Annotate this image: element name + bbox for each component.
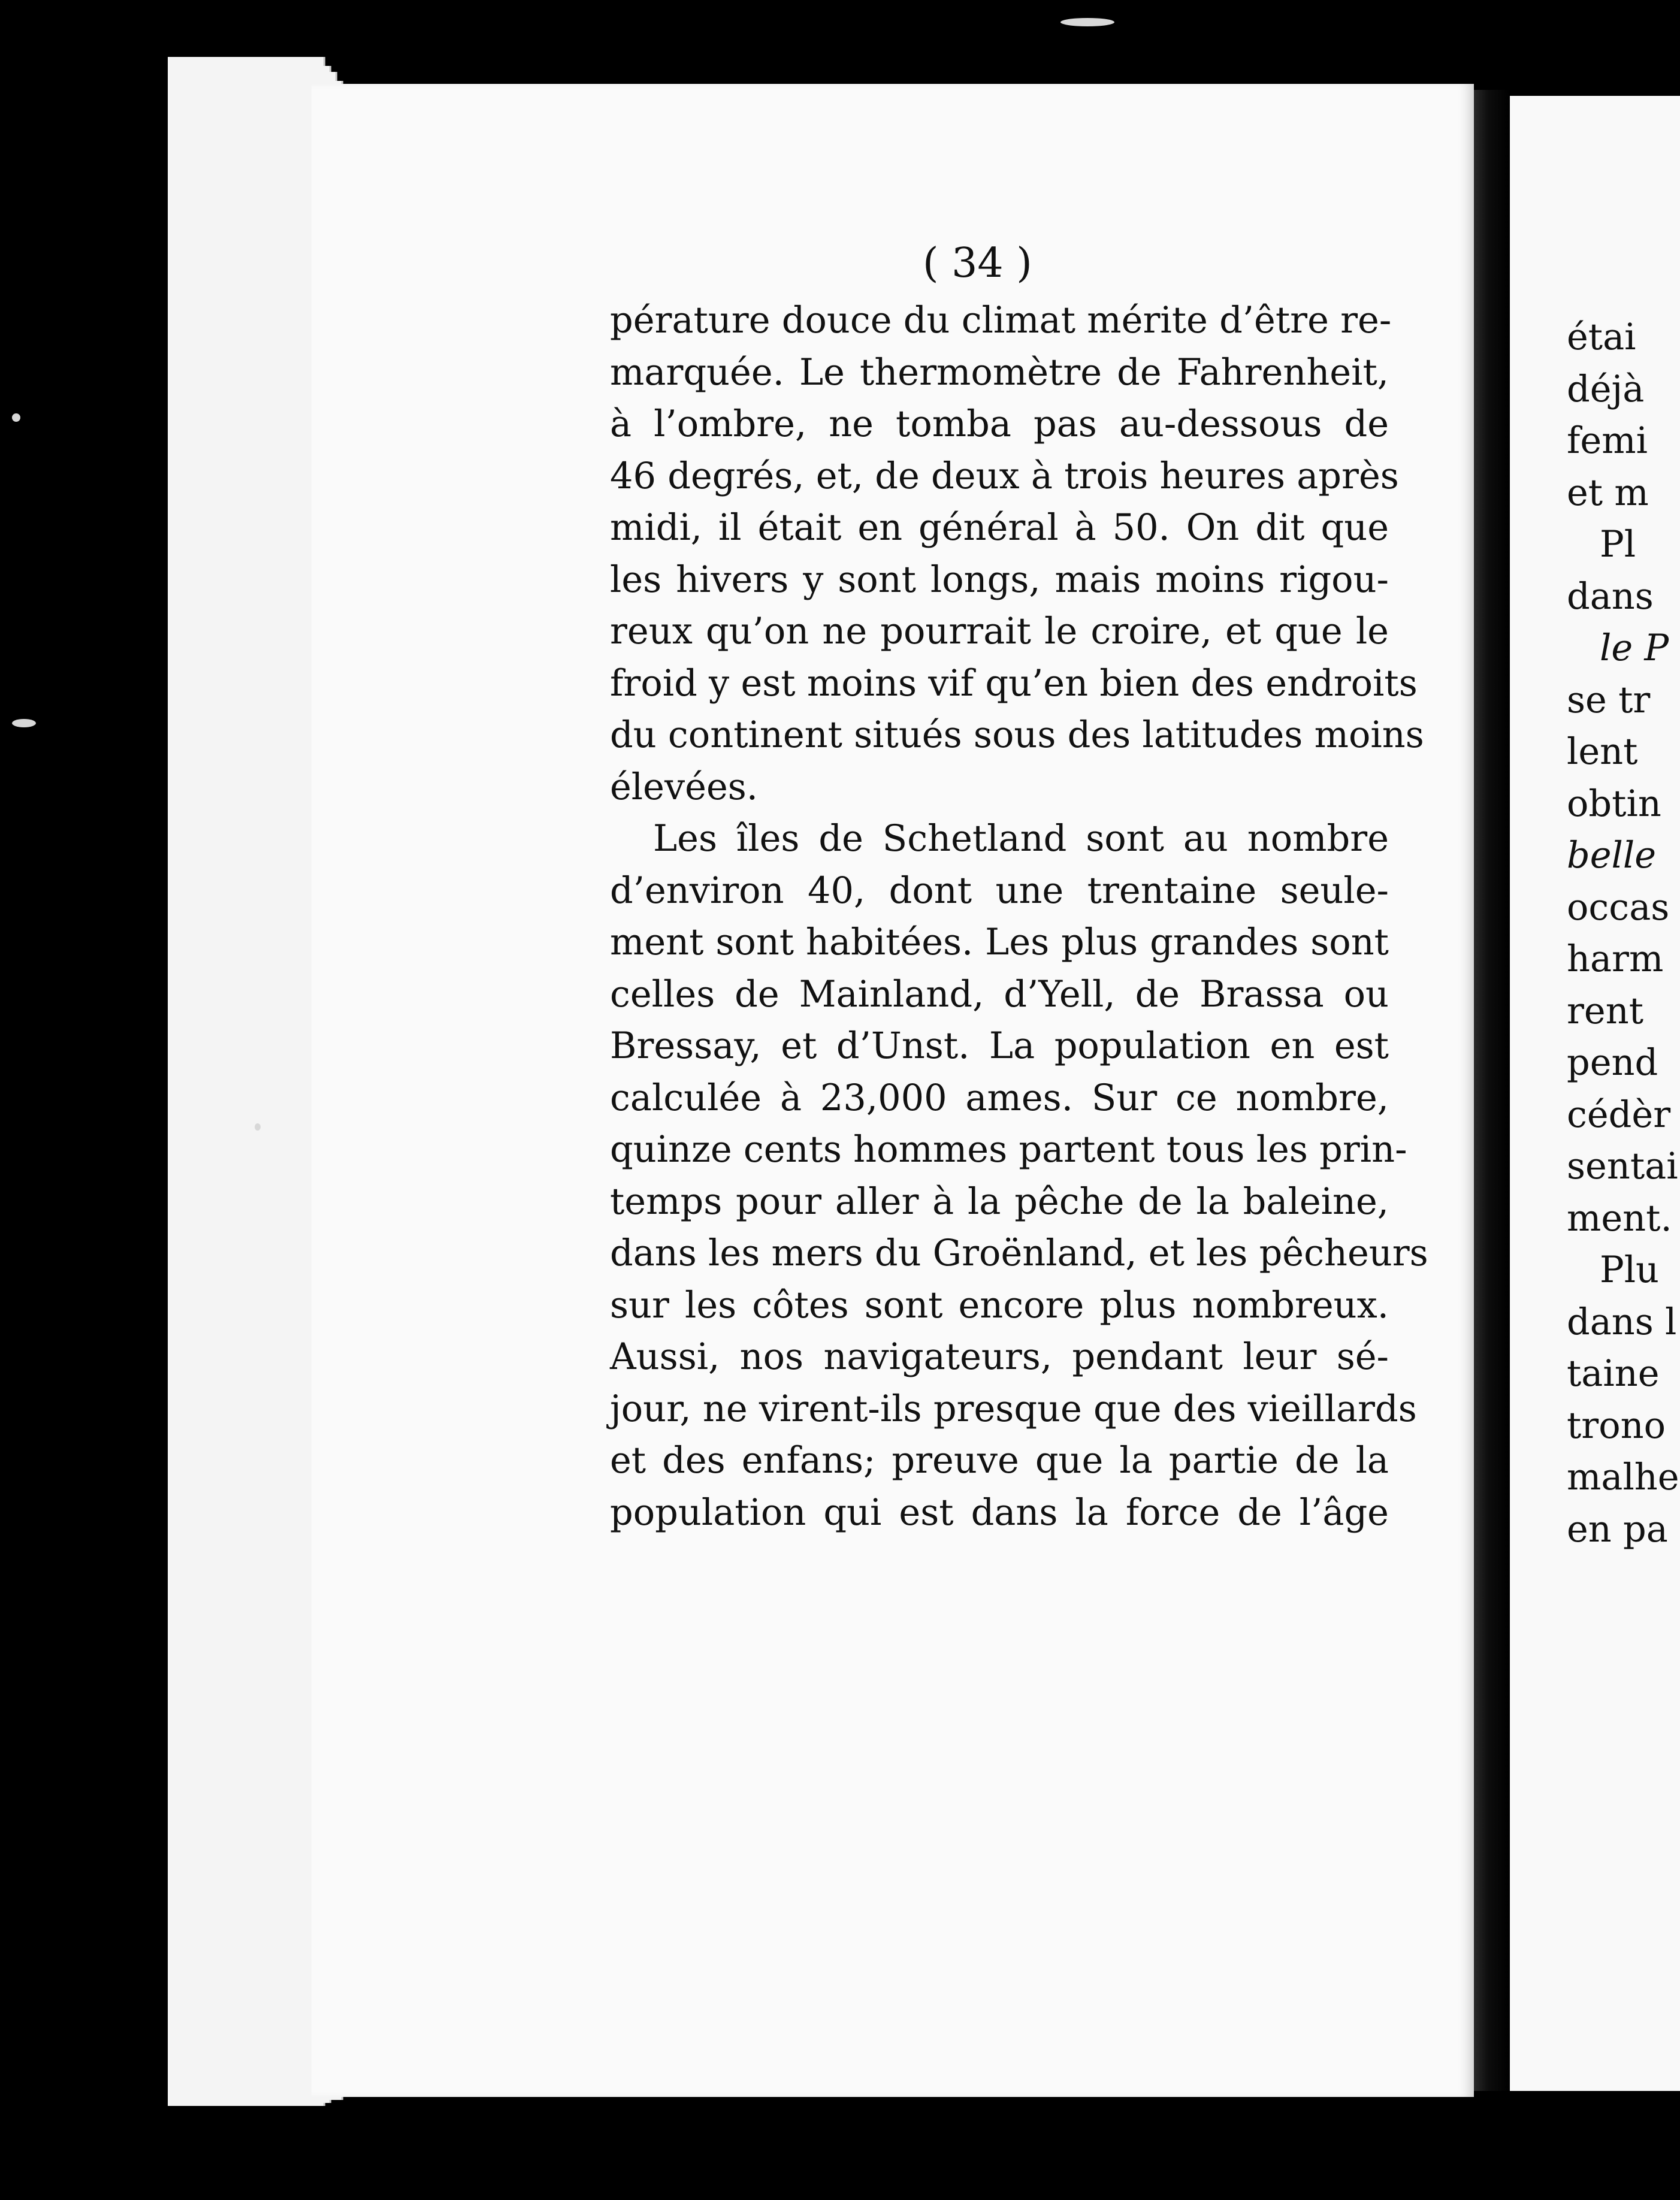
- text-line: jour, ne virent-ils presque que des vieillards: [610, 1388, 1417, 1430]
- facing-text-line: dans: [1567, 575, 1654, 618]
- facing-text-line: pend: [1567, 1042, 1658, 1084]
- facing-text-line: Plu: [1600, 1249, 1660, 1291]
- text-line: sur les côtes sont encore plus nombreux.: [610, 1284, 1389, 1326]
- facing-text-line: trono: [1567, 1404, 1666, 1447]
- facing-text-line: femi: [1567, 420, 1648, 462]
- text-line: Les îles de Schetland sont au nombre: [653, 818, 1389, 860]
- speck: [255, 1123, 261, 1131]
- text-line: midi, il était en général à 50. On dit que: [610, 507, 1389, 549]
- facing-text-line: malhe: [1567, 1456, 1679, 1498]
- facing-text-line: sentai: [1567, 1146, 1678, 1187]
- text-line: Bressay, et d’Unst. La population en est: [610, 1025, 1389, 1067]
- facing-text-line: Pl: [1600, 524, 1636, 566]
- facing-text-line: obtin: [1567, 782, 1661, 825]
- text-line: froid y est moins vif qu’en bien des endroits: [610, 662, 1418, 705]
- facing-page-text: [1567, 312, 1680, 1555]
- facing-text-line: étai: [1567, 316, 1636, 358]
- facing-text-line: harm: [1567, 938, 1664, 980]
- facing-text-line: cédèr: [1567, 1093, 1671, 1136]
- text-line: du continent situés sous des latitudes moins: [610, 714, 1424, 756]
- facing-text-line: lent: [1567, 731, 1638, 773]
- facing-text-line: dans l: [1567, 1301, 1677, 1343]
- text-line: les hivers y sont longs, mais moins rigou-: [610, 558, 1389, 601]
- facing-text-line: en pa: [1567, 1508, 1668, 1551]
- facing-text-line: belle: [1567, 835, 1657, 877]
- text-line: population qui est dans la force de l’âge: [610, 1491, 1389, 1534]
- facing-text-line: se tr: [1567, 679, 1651, 721]
- facing-text-line: taine: [1567, 1353, 1660, 1395]
- page-number: ( 34 ): [923, 240, 1032, 287]
- speck: [12, 719, 36, 727]
- body-text: [610, 295, 1428, 1539]
- text-line: pérature douce du climat mérite d’être re-: [610, 300, 1392, 342]
- text-line: reux qu’on ne pourrait le croire, et que le: [610, 611, 1389, 652]
- text-line: temps pour aller à la pêche de la baleine,: [610, 1180, 1389, 1223]
- facing-text-line: ment.: [1567, 1197, 1672, 1240]
- book-gutter: [1474, 90, 1510, 2091]
- text-line: calculée à 23,000 ames. Sur ce nombre,: [610, 1077, 1389, 1119]
- speck: [12, 413, 20, 422]
- text-line: à l’ombre, ne tomba pas au-dessous de: [610, 403, 1389, 445]
- text-line: marquée. Le thermomètre de Fahrenheit,: [610, 351, 1389, 394]
- text-line: celles de Mainland, d’Yell, de Brassa ou: [610, 973, 1389, 1016]
- text-line: Aussi, nos navigateurs, pendant leur sé-: [610, 1336, 1389, 1378]
- text-line: d’environ 40, dont une trentaine seule-: [610, 869, 1389, 912]
- facing-text-line: le P: [1600, 627, 1669, 669]
- text-line: 46 degrés, et, de deux à trois heures après: [610, 455, 1399, 497]
- facing-text-line: rent: [1567, 990, 1644, 1032]
- text-line: élevées.: [610, 766, 759, 808]
- facing-text-line: déjà: [1567, 368, 1645, 410]
- text-line: ment sont habitées. Les plus grandes sont: [610, 921, 1389, 963]
- facing-text-line: occas: [1567, 886, 1670, 929]
- speck: [1060, 18, 1114, 26]
- text-line: dans les mers du Groënland, et les pêcheurs: [610, 1232, 1428, 1274]
- text-line: et des enfans; preuve que la partie de la: [610, 1440, 1389, 1482]
- text-line: quinze cents hommes partent tous les prin-: [610, 1129, 1407, 1171]
- facing-text-line: et m: [1567, 472, 1649, 514]
